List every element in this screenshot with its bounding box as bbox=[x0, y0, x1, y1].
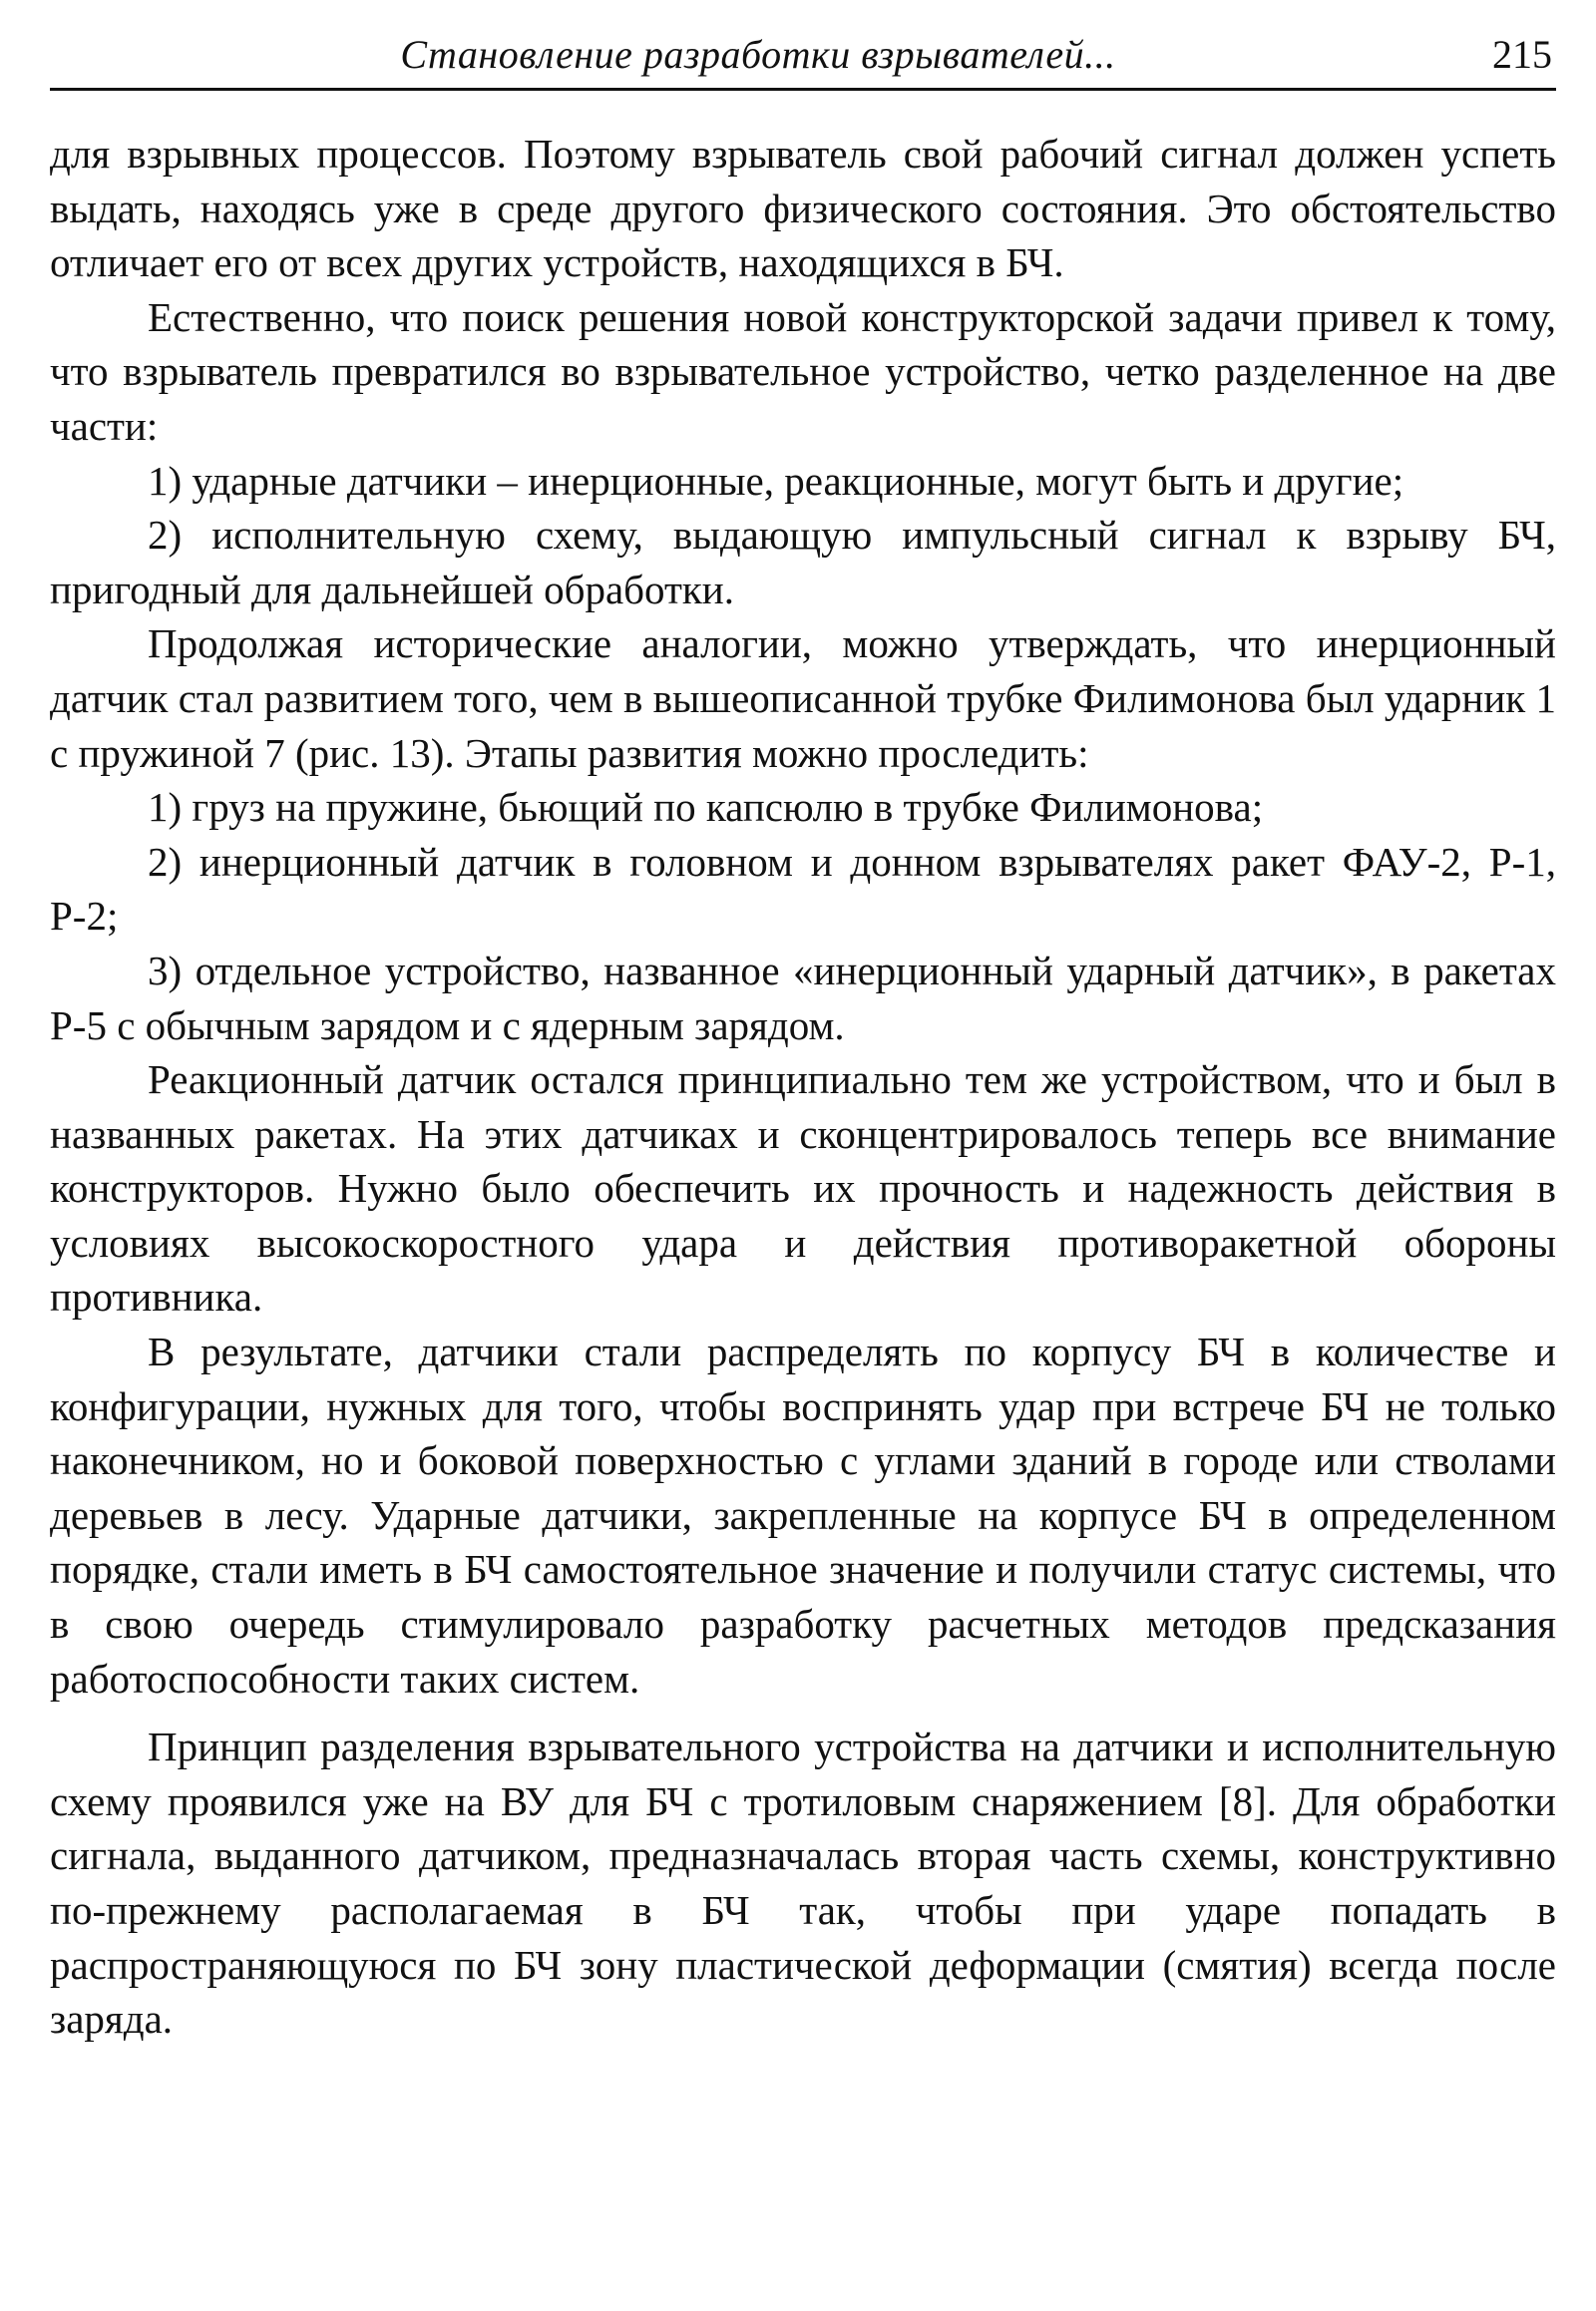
list-item: 3) отдельное устройство, названное «инерционный ударный датчик», в ракетах Р-5 с обычным зарядом и с ядерным зарядом. bbox=[50, 947, 1556, 1048]
running-header bbox=[50, 28, 1556, 91]
paragraph: Реакционный датчик остался принципиально тем же устройством, что и был в названных ракетах. На этих датчиках и сконцентрировалось теперь все внимание конструкторов. Нужно было обеспечить их прочность и надежность действия в условиях высокоскоростного удара и действия противоракетной обороны противника. bbox=[50, 1056, 1556, 1321]
running-title: Становление разработки взрывателей... bbox=[400, 32, 1116, 77]
list-item: 2) инерционный датчик в головном и донном взрывателях ракет ФАУ-2, Р-1, Р-2; bbox=[50, 838, 1556, 940]
paragraph: В результате, датчики стали распределять по корпусу БЧ в количестве и конфигурации, нужных для того, чтобы воспринять удар при встрече БЧ не только наконечником, но и боковой поверхностью с углами зданий в городе или стволами деревьев в лесу. Ударные датчики, закрепленные на корпусе БЧ в определенном порядке, стали иметь в БЧ самостоятельное значение и получили статус системы, что в свою очередь стимулировало разработку расчетных методов предсказания работоспособности таких систем. bbox=[50, 1329, 1556, 1702]
page-number: 215 bbox=[1492, 32, 1552, 77]
list-item: 2) исполнительную схему, выдающую импульсный сигнал к взрыву БЧ, пригодный для дальнейшей обработки. bbox=[50, 512, 1556, 612]
paragraph: Принцип разделения взрывательного устройства на датчики и исполнительную схему проявился уже на ВУ для БЧ с тротиловым снаряжением [8]. Для обработки сигнала, выданного датчиком, предназначалась вторая часть схемы, конструктивно по-прежнему располагаемая в БЧ так, чтобы при ударе попадать в распространяющуюся по БЧ зону пластической деформации (смятия) всегда после заряда. bbox=[50, 1724, 1556, 2043]
list-item: 1) ударные датчики – инерционные, реакционные, могут быть и другие; bbox=[148, 457, 1404, 504]
paragraph: Продолжая исторические аналогии, можно утверждать, что инерционный датчик стал развитием того, чем в вышеописанной трубке Филимонова был ударник 1 с пружиной 7 (рис. 13). Этапы развития можно проследить: bbox=[50, 620, 1556, 776]
book-page bbox=[50, 28, 1556, 2047]
paragraph-continuation: для взрывных процессов. Поэтому взрыватель свой рабочий сигнал должен успеть выдать, находясь уже в среде другого физического состояния. Это обстоятельство отличает его от всех других устройств, находящихся в БЧ. bbox=[50, 131, 1556, 286]
paragraph: Естественно, что поиск решения новой конструкторской задачи привел к тому, что взрыватель превратился во взрывательное устройство, четко разделенное на две части: bbox=[50, 293, 1556, 449]
list-item: 1) груз на пружине, бьющий по капсюлю в трубке Филимонова; bbox=[148, 784, 1264, 831]
body-text bbox=[50, 127, 1556, 2047]
